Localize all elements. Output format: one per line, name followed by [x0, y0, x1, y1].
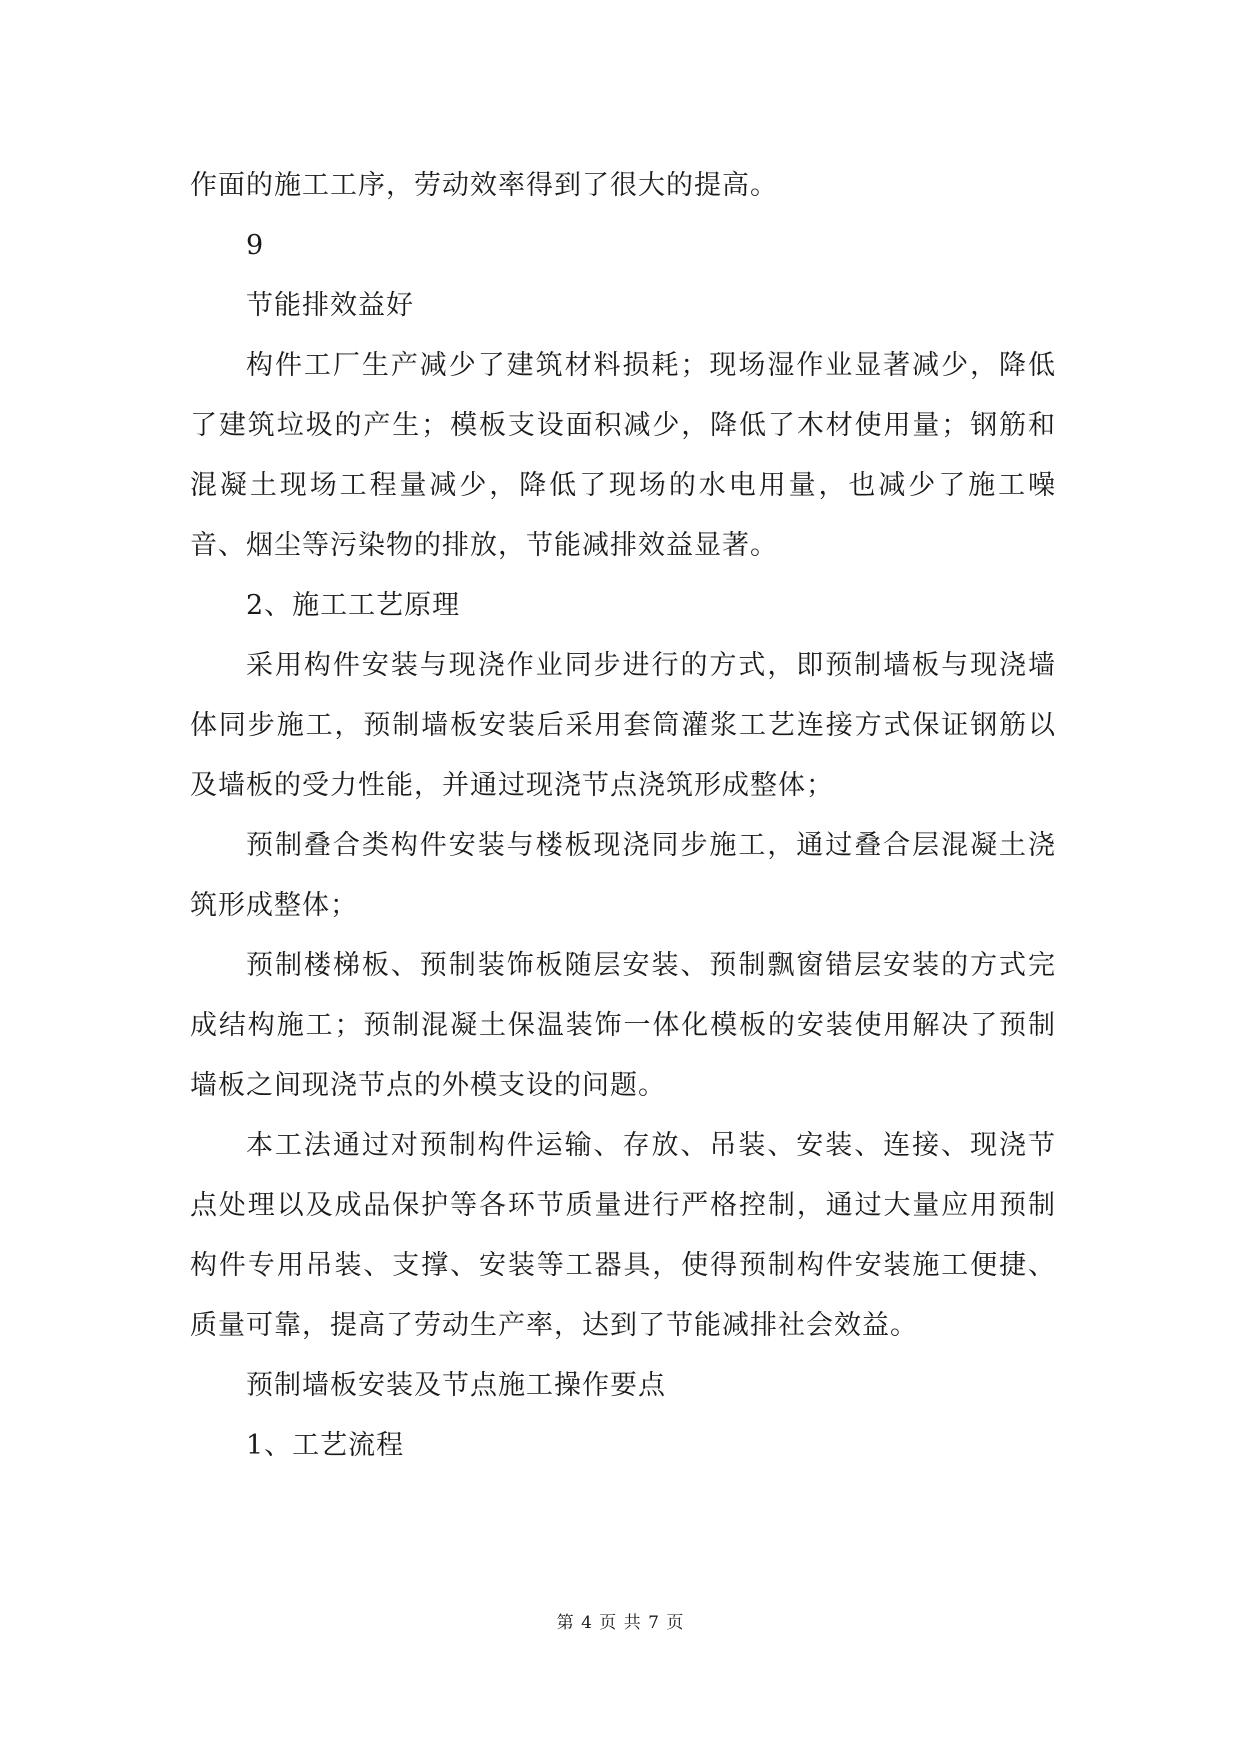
paragraph: 预制叠合类构件安装与楼板现浇同步施工，通过叠合层混凝土浇筑形成整体； — [190, 830, 1056, 921]
paragraph: 节能排效益好 — [246, 290, 414, 321]
paragraph: 本工法通过对预制构件运输、存放、吊装、安装、连接、现浇节点处理以及成品保护等各环节质量进行严格控制，通过大量应用预制构件专用吊装、支撑、安装等工器具，使得预制构件安装施工便捷、质量可靠，提高了劳动生产率，达到了节能减排社会效益。 — [190, 1130, 1056, 1341]
paragraph: 采用构件安装与现浇作业同步进行的方式，即预制墙板与现浇墙体同步施工，预制墙板安装后采用套筒灌浆工艺连接方式保证钢筋以及墙板的受力性能，并通过现浇节点浇筑形成整体； — [190, 650, 1056, 801]
page-number-footer: 第 4 页 共 7 页 — [556, 1613, 685, 1633]
paragraph: 构件工厂生产减少了建筑材料损耗；现场湿作业显著减少，降低了建筑垃圾的产生；模板支设面积减少，降低了木材使用量；钢筋和混凝土现场工程量减少，降低了现场的水电用量，也减少了施工噪音、烟尘等污染物的排放，节能减排效益显著。 — [190, 350, 1056, 561]
paragraph: 作面的施工工序，劳动效率得到了很大的提高。 — [190, 170, 778, 201]
section-heading: 预制墙板安装及节点施工操作要点 — [246, 1370, 666, 1401]
paragraph: 9 — [246, 230, 265, 261]
section-heading: 2、施工工艺原理 — [246, 590, 461, 621]
section-heading: 1、工艺流程 — [246, 1430, 405, 1461]
paragraph: 预制楼梯板、预制装饰板随层安装、预制飘窗错层安装的方式完成结构施工；预制混凝土保温装饰一体化模板的安装使用解决了预制墙板之间现浇节点的外模支设的问题。 — [190, 950, 1056, 1101]
document-body — [190, 156, 1056, 1476]
